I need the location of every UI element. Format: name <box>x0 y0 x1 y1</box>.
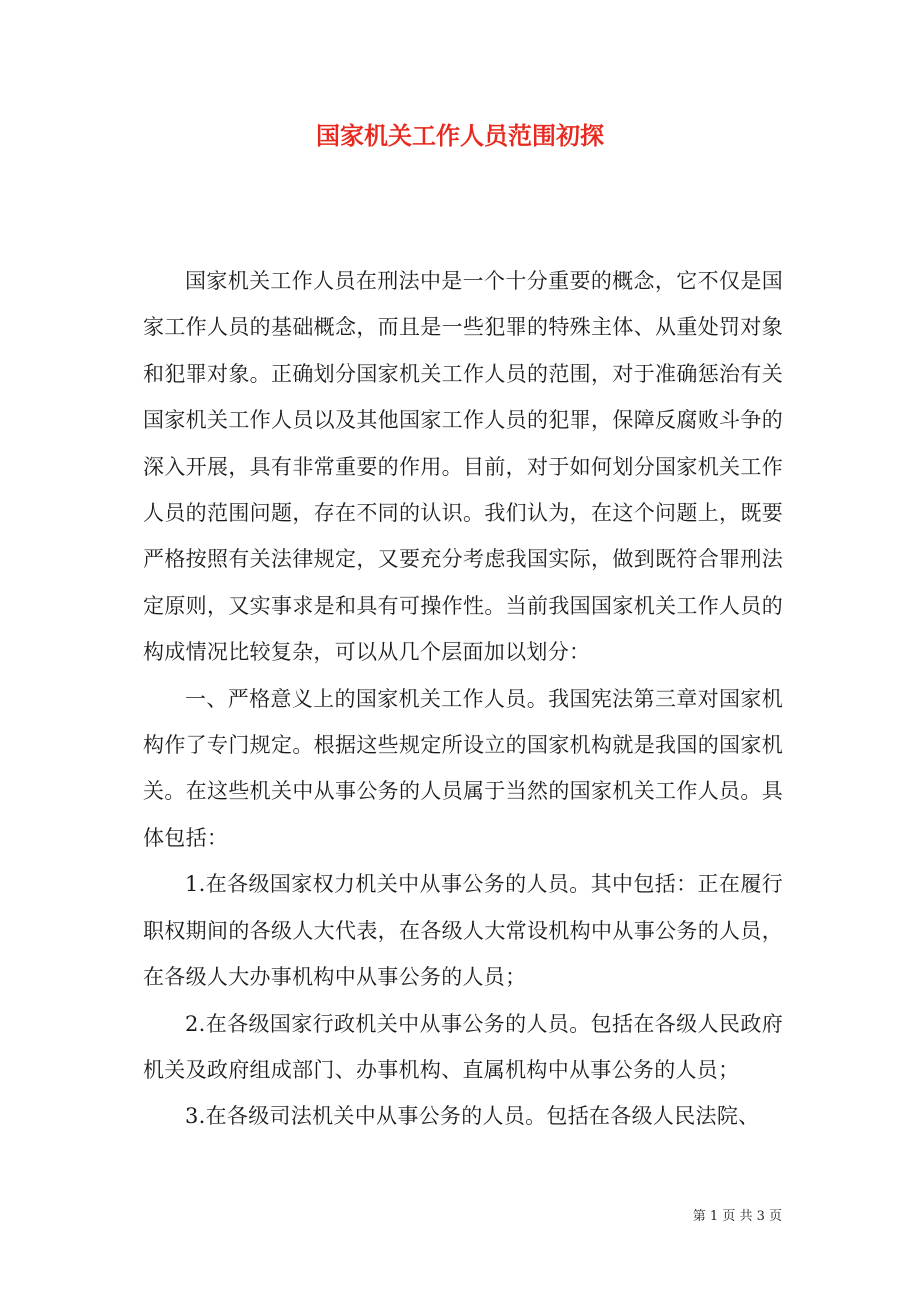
paragraph-intro: 国家机关工作人员在刑法中是一个十分重要的概念，它不仅是国家工作人员的基础概念，而且是一些犯罪的特殊主体、从重处罚对象和犯罪对象。正确划分国家机关工作人员的范围，对于准确惩治有关国家机关工作人员以及其他国家工作人员的犯罪，保障反腐败斗争的深入开展，具有非常重要的作用。目前，对于如何划分国家机关工作人员的范围问题，存在不同的认识。我们认为，在这个问题上，既要严格按照有关法律规定，又要充分考虑我国实际，做到既符合罪刑法定原则，又实事求是和具有可操作性。当前我国国家机关工作人员的构成情况比较复杂，可以从几个层面加以划分： <box>143 269 783 665</box>
paragraph-section-one: 一、严格意义上的国家机关工作人员。我国宪法第三章对国家机构作了专门规定。根据这些规定所设立的国家机构就是我国的国家机关。在这些机关中从事公务的人员属于当然的国家机关工作人员。具体包括： <box>143 686 783 850</box>
document-title: 国家机关工作人员范围初探 <box>316 122 604 150</box>
paragraph-item-2: 2.在各级国家行政机关中从事公务的人员。包括在各级人民政府机关及政府组成部门、办事机构、直属机构中从事公务的人员； <box>143 1011 783 1082</box>
page-number-footer: 第 1 页 共 3 页 <box>692 1209 782 1224</box>
paragraph-item-1: 1.在各级国家权力机关中从事公务的人员。其中包括：正在履行职权期间的各级人大代表，在各级人大常设机构中从事公务的人员，在各级人大办事机构中从事公务的人员； <box>143 872 783 990</box>
document-body <box>143 258 783 1140</box>
paragraph-item-3: 3.在各级司法机关中从事公务的人员。包括在各级人民法院、 <box>185 1104 760 1129</box>
